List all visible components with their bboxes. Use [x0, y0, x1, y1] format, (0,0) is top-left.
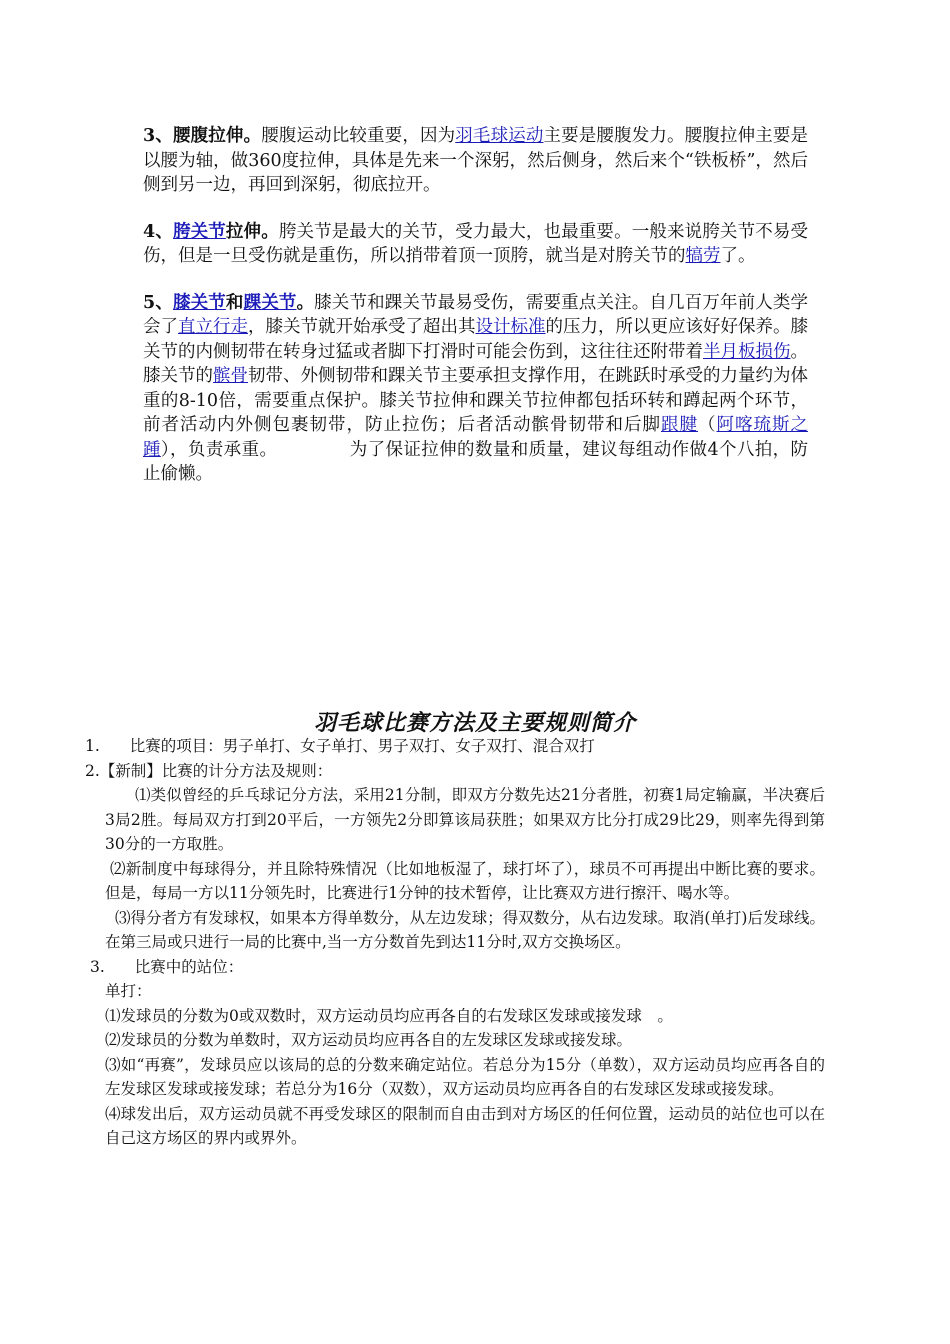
position-rule-3: ⑶如“再赛”，发球员应以该局的总的分数来确定站位。若总分为15分（单数），双方运动员均应再各自的左发球区发球或接发球；若总分为16分（双数），双方运动员均应再各自的右发球区发球或接发球。 — [105, 1055, 825, 1098]
badminton-link[interactable]: 羽毛球运动 — [455, 126, 544, 146]
waist-stretch-paragraph: 3、腰腹拉伸。腰腹运动比较重要，因为羽毛球运动主要是腰腹发力。腰腹拉伸主要是以腰为轴，做360度拉伸，具体是先来一个深躬，然后侧身，然后来个“铁板桥”，然后侧到另一边，再回到深躬，彻底拉开。 — [143, 126, 809, 195]
singles-label: 单打： — [105, 982, 152, 1000]
knee-joint-link[interactable]: 膝关节 — [172, 292, 226, 313]
meniscus-injury-link[interactable]: 半月板损伤 — [703, 341, 791, 362]
design-standard-link[interactable]: 设计标准 — [475, 317, 546, 337]
rules-section — [85, 734, 825, 1151]
achilles-heel-link[interactable]: 阿喀琉斯之踵 — [143, 415, 808, 460]
scoring-rule-3: ⑶得分者方有发球权，如果本方得单数分，从左边发球；得双数分，从右边发球。取消(单打)后发球线。在第三局或只进行一局的比赛中,当一方分数首先到达11分时,双方交换场区。 — [105, 908, 825, 951]
rule-item-positions: 3. 比赛中的站位： — [90, 957, 244, 976]
knee-ankle-stretch-paragraph: 5、膝关节和踝关节。膝关节和踝关节最易受伤，需要重点关注。自几百万年前人类学会了直立行走，膝关节就开始承受了超出其设计标准的压力，所以更应该好好保养。膝关节的内侧韧带在转身过猛或者脚下打滑时可能会伤到，这往往还附带着半月板损伤。膝关节的髌骨韧带、外侧韧带和踝关节主要承担支撑作用，在跳跃时承受的力量约为体重的8-10倍，需要重点保护。膝关节拉伸和踝关节拉伸都包括环转和蹲起两个环节，前者活动内外侧包裹韧带，防止拉伤；后者活动髌骨韧带和后脚跟腱（阿喀琉斯之踵），负责承重。 为了保证拉伸的数量和质量，建议每组动作做4个八拍，防止偷懒。 — [143, 292, 809, 484]
waist-stretch-heading: 3、腰腹拉伸。 — [143, 126, 262, 146]
achilles-tendon-link[interactable]: 跟腱 — [661, 415, 698, 435]
stretching-section — [143, 124, 808, 509]
scoring-rule-1: ⑴类似曾经的乒乓球记分方法，采用21分制，即双方分数先达21分者胜，初赛1局定输赢，半决赛后3局2胜。每局双方打到20平后，一方领先2分即算该局获胜；如果双方比分打成29比29，则率先得到第30分的一方取胜。 — [105, 786, 825, 853]
position-rule-4: ⑷球发出后，双方运动员就不再受发球区的限制而自由击到对方场区的任何位置，运动员的站位也可以在自己这方场区的界内或界外。 — [105, 1104, 825, 1147]
ankle-joint-link[interactable]: 踝关节 — [243, 292, 297, 313]
upright-walking-link[interactable]: 直立行走 — [178, 317, 248, 337]
reward-link[interactable]: 犒劳 — [685, 246, 721, 266]
position-rule-1: ⑴发球员的分数为0或双数时，双方运动员均应再各自的右发球区发球或接发球 。 — [105, 1006, 673, 1025]
hip-joint-link[interactable]: 胯关节 — [172, 221, 226, 242]
rule-item-events: 1. 比赛的项目：男子单打、女子单打、男子双打、女子双打、混合双打 — [85, 737, 595, 755]
rule-item-scoring: 2.【新制】比赛的计分方法及规则： — [85, 761, 333, 780]
position-rule-2: ⑵发球员的分数为单数时，双方运动员均应再各自的左发球区发球或接发球。 — [105, 1031, 633, 1049]
rules-title: 羽毛球比赛方法及主要规则简介 — [313, 710, 636, 736]
hip-stretch-paragraph: 4、胯关节拉伸。胯关节是最大的关节，受力最大，也最重要。一般来说胯关节不易受伤，但是一旦受伤就是重伤，所以捎带着顶一顶胯，就当是对胯关节的犒劳了。 — [143, 221, 809, 266]
patella-link[interactable]: 髌骨 — [213, 366, 248, 386]
scoring-rule-2: ⑵新制度中每球得分，并且除特殊情况（比如地板湿了，球打坏了），球员不可再提出中断比赛的要求。但是，每局一方以11分领先时，比赛进行1分钟的技术暂停，让比赛双方进行擦汗、喝水等。 — [105, 859, 825, 902]
